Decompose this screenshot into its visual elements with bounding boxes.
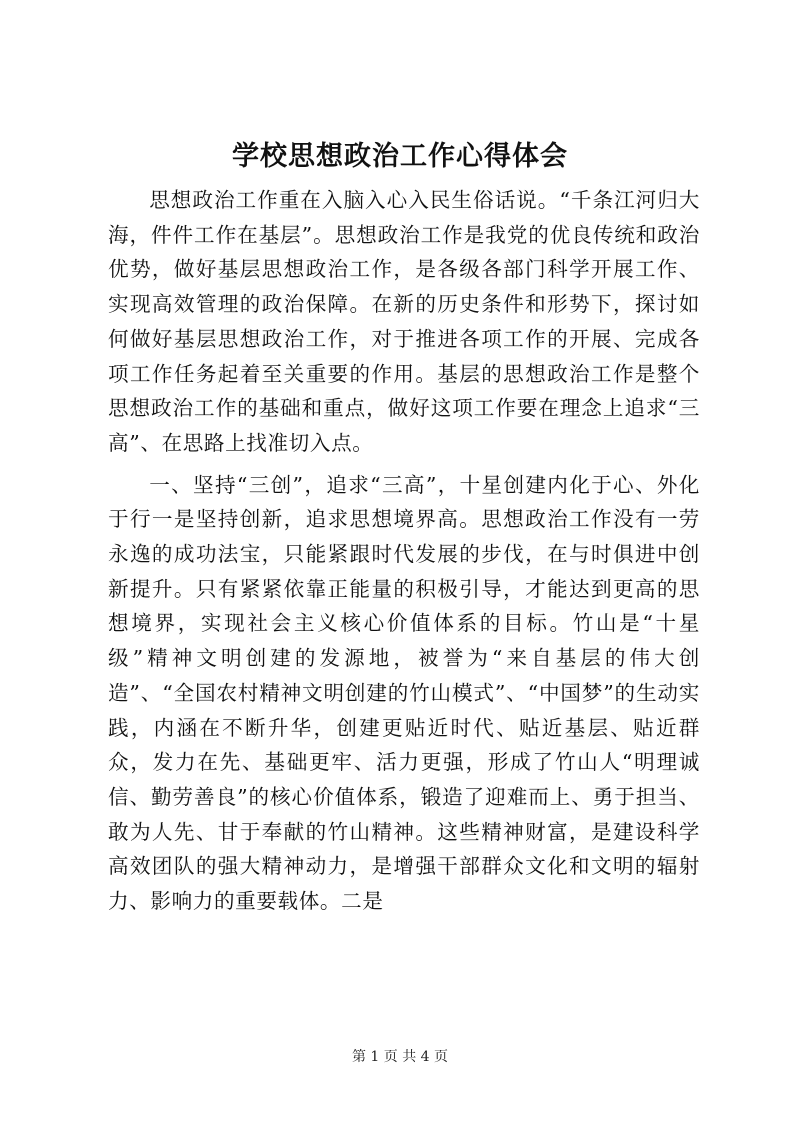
page-footer: 第 1 页 共 4 页: [351, 1049, 449, 1065]
document-title: 学校思想政治工作心得体会: [232, 141, 568, 172]
paragraph-intro: 思想政治工作重在入脑入心入民生俗话说。“千条江河归大海，件件工作在基层”。思想政治工作是我党的优良传统和政治优势，做好基层思想政治工作，是各级各部门科学开展工作、实现高效管理的政治保障。在新的历史条件和形势下，探讨如何做好基层思想政治工作，对于推进各项工作的开展、完成各项工作任务起着至关重要的作用。基层的思想政治工作是整个思想政治工作的基础和重点，做好这项工作要在理念上追求“三高”、在思路上找准切入点。: [108, 188, 700, 455]
document-body: [108, 183, 700, 926]
paragraph-section-one: 一、坚持“三创”，追求“三高”，十星创建内化于心、外化于行一是坚持创新，追求思想境界高。思想政治工作没有一劳永逸的成功法宝，只能紧跟时代发展的步伐，在与时俱进中创新提升。只有紧紧依靠正能量的积极引导，才能达到更高的思想境界，实现社会主义核心价值体系的目标。竹山是“十星级”精神文明创建的发源地，被誉为“来自基层的伟大创造”、“全国农村精神文明创建的竹山模式”、“中国梦”的生动实践，内涵在不断升华，创建更贴近时代、贴近基层、贴近群众，发力在先、基础更牢、活力更强，形成了竹山人“明理诚信、勤劳善良”的核心价值体系，锻造了迎难而上、勇于担当、敢为人先、甘于奉献的竹山精神。这些精神财富，是建设科学高效团队的强大精神动力，是增强干部群众文化和文明的辐射力、影响力的重要载体。二是: [108, 472, 700, 914]
